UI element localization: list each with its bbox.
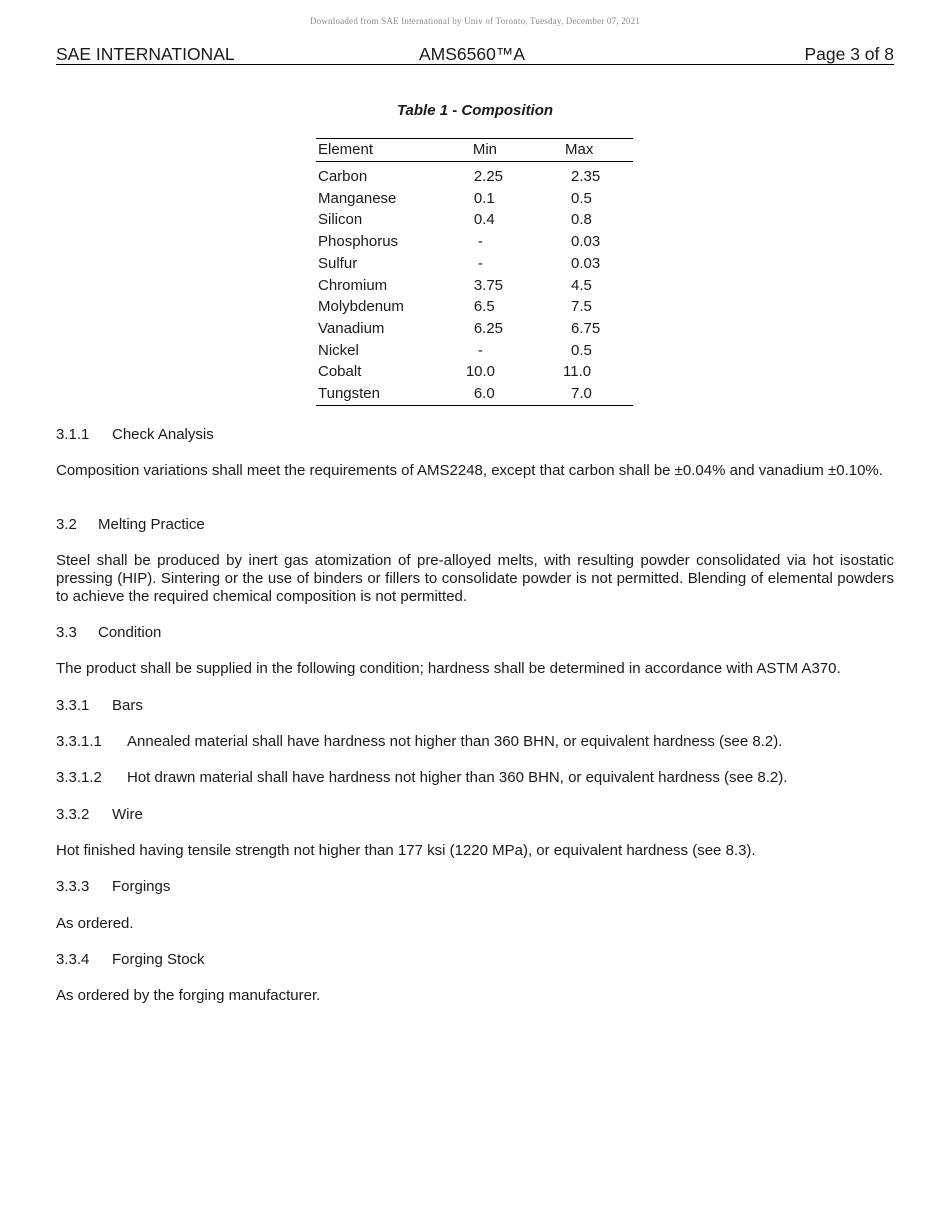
section-heading-3-3-4: [56, 951, 894, 969]
section-text-3-1-1: Composition variations shall meet the requirements of AMS2248, except that carbon shall be ±0.04% and vanadium ±0.10%.: [56, 462, 883, 479]
min-cell: 0.1: [473, 189, 495, 207]
min-cell: 6.25: [473, 319, 504, 337]
table-row: [316, 231, 633, 253]
max-cell: 0.03: [571, 233, 601, 251]
max-cell: 0.03: [571, 254, 601, 272]
section-number: 3.1.1: [56, 426, 90, 443]
max-cell: 2.35: [571, 168, 601, 185]
table-row: [316, 361, 633, 383]
section-number: 3.3.3: [56, 878, 90, 895]
section-title: Check Analysis: [112, 426, 214, 443]
section-title: Forgings: [112, 878, 171, 895]
section-text: Annealed material shall have hardness not higher than 360 BHN, or equivalent hardness (see 8.2).: [127, 733, 783, 750]
element-cell: Carbon: [318, 168, 368, 185]
table-row: [316, 209, 633, 231]
table-row: [316, 275, 633, 297]
table-row: [316, 253, 633, 275]
min-cell: -: [477, 254, 483, 272]
table-row: [316, 162, 633, 188]
element-cell: Phosphorus: [318, 233, 399, 251]
element-cell: Molybdenum: [318, 298, 404, 316]
section-number: 3.3.1.2: [56, 769, 102, 786]
section-number: 3.3.1.1: [56, 733, 102, 750]
column-header-max: Max: [537, 139, 633, 162]
max-cell: 4.5: [571, 276, 592, 294]
max-cell: 0.5: [571, 341, 592, 359]
section-title: Forging Stock: [112, 951, 205, 968]
table-row: [316, 383, 633, 405]
section-number: 3.3: [56, 624, 77, 641]
section-heading-3-3-1: [56, 697, 894, 715]
max-cell: 7.0: [537, 383, 633, 405]
section-3-3-1-1: [56, 733, 894, 751]
section-number: 3.3.2: [56, 806, 90, 823]
section-title: Bars: [112, 697, 143, 714]
element-cell: Vanadium: [318, 319, 385, 337]
element-cell: Manganese: [318, 189, 397, 207]
min-cell: 0.4: [473, 211, 495, 229]
column-header-element: Element: [316, 139, 443, 162]
section-text-3-3-2: Hot finished having tensile strength not higher than 177 ksi (1220 MPa), or equivalent hardness (see 8.3).: [56, 842, 756, 859]
section-heading-3-3-3: [56, 878, 894, 896]
min-cell: -: [477, 341, 483, 359]
section-heading-3-1-1: [56, 426, 894, 444]
table-row: [316, 318, 633, 340]
header-org: SAE INTERNATIONAL: [56, 44, 235, 64]
section-text-3-2: Steel shall be produced by inert gas atomization of pre-alloyed melts, with resulting powder consolidated via hot isostatic pressing (HIP). Sintering or the use of binders or fillers to consolidate powder is not permitted. Blending of elemental powders to achieve the required chemical composition is not permitted.: [56, 552, 894, 605]
section-title: Condition: [98, 624, 162, 641]
section-number: 3.2: [56, 516, 77, 533]
section-number: 3.3.1: [56, 697, 90, 714]
section-heading-3-2: [56, 516, 894, 534]
section-number: 3.3.4: [56, 951, 90, 968]
min-cell: 2.25: [473, 168, 504, 185]
section-3-3-1-2: [56, 769, 894, 787]
min-cell: 6.0: [443, 383, 537, 405]
section-text-3-3-3: As ordered.: [56, 915, 134, 932]
min-cell: -: [477, 233, 483, 251]
table-row: [316, 340, 633, 362]
column-header-min: Min: [443, 139, 537, 162]
section-text-3-3: The product shall be supplied in the following condition; hardness shall be determined in accordance with ASTM A370.: [56, 660, 841, 677]
element-cell: Cobalt: [318, 363, 362, 381]
min-cell: 3.75: [473, 276, 504, 294]
min-cell: 6.5: [473, 298, 495, 316]
element-cell: Silicon: [318, 211, 363, 229]
element-cell: Nickel: [318, 341, 359, 359]
header-doc-id: AMS6560™A: [419, 44, 526, 64]
max-cell: 0.8: [571, 211, 592, 229]
section-heading-3-3: [56, 624, 894, 642]
composition-table: [316, 138, 633, 406]
table-row: [316, 188, 633, 210]
table-row: [316, 296, 633, 318]
min-cell: 10.0: [465, 363, 496, 381]
page-header: [56, 44, 894, 65]
max-cell: 6.75: [571, 319, 601, 337]
section-text: Hot drawn material shall have hardness not higher than 360 BHN, or equivalent hardness (see 8.2).: [127, 769, 788, 786]
section-text-3-3-4: As ordered by the forging manufacturer.: [56, 987, 321, 1004]
element-cell: Tungsten: [316, 383, 443, 405]
header-page-number: Page 3 of 8: [804, 44, 894, 64]
max-cell: 11.0: [563, 363, 592, 381]
element-cell: Sulfur: [318, 254, 358, 272]
max-cell: 7.5: [571, 298, 592, 316]
section-title: Wire: [112, 806, 143, 823]
download-watermark: Downloaded from SAE International by Univ of Toronto, Tuesday, December 07, 2021: [309, 16, 641, 26]
section-title: Melting Practice: [98, 516, 205, 533]
max-cell: 0.5: [571, 189, 592, 207]
element-cell: Chromium: [318, 276, 388, 294]
section-heading-3-3-2: [56, 806, 894, 824]
table-title: Table 1 - Composition: [396, 102, 554, 119]
table-header-row: [316, 139, 633, 162]
